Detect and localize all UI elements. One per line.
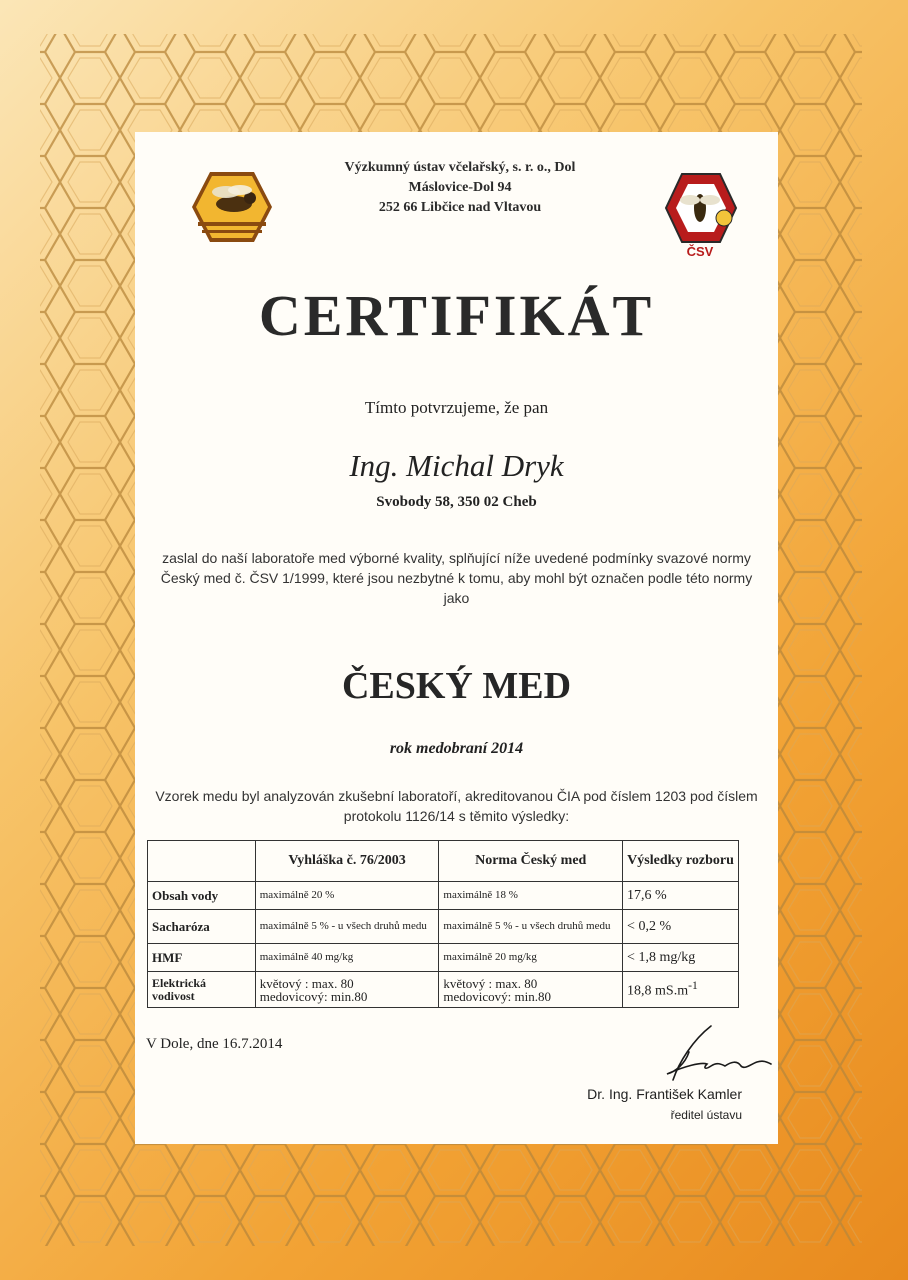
harvest-year: rok medobraní 2014 xyxy=(389,740,524,757)
table-header-row xyxy=(148,841,739,882)
result-exponent: -1 xyxy=(688,979,698,993)
table-header-cell: Norma Český med xyxy=(439,841,623,882)
result-value: < 0,2 % xyxy=(623,910,739,944)
signer-role: ředitel ústavu xyxy=(670,1108,742,1122)
body-paragraph: zaslal do naší laboratoře med výborné kvality, splňující níže uvedené podmínky svazové normy Český med č. ČSV 1/1999, které jsou nezbytné k tomu, aby mohl být označen podle této normy jako xyxy=(160,550,753,606)
table-row xyxy=(148,972,739,1008)
issue-date: V Dole, dne 16.7.2014 xyxy=(146,1036,283,1052)
institute-name: Výzkumný ústav včelařský, s. r. o., Dol xyxy=(344,160,576,175)
table-header-cell xyxy=(148,841,256,882)
result-text: 18,8 mS.m xyxy=(627,983,689,999)
institute-street: Máslovice-Dol 94 xyxy=(408,180,512,195)
table-row xyxy=(148,882,739,910)
row-label: HMF xyxy=(148,944,256,972)
signer-name: Dr. Ing. František Kamler xyxy=(587,1086,742,1102)
csv-logo-icon xyxy=(664,172,738,260)
table-header-cell: Vyhláška č. 76/2003 xyxy=(255,841,439,882)
norm-value: maximálně 18 % xyxy=(439,882,623,910)
decree-value: maximálně 40 mg/kg xyxy=(255,944,439,972)
csv-logo-text: ČSV xyxy=(686,244,714,259)
recipient-name: Ing. Michal Dryk xyxy=(349,448,564,483)
result-value: < 1,8 mg/kg xyxy=(623,944,739,972)
norm-value xyxy=(439,972,623,1008)
table-row xyxy=(148,944,739,972)
recipient-address: Svobody 58, 350 02 Cheb xyxy=(376,494,537,510)
decree-line: medovicový: min.80 xyxy=(259,988,368,1004)
table-row xyxy=(148,910,739,944)
decree-value: maximálně 5 % - u všech druhů medu xyxy=(255,910,439,944)
signature-image xyxy=(645,1022,775,1082)
result-value: 17,6 % xyxy=(623,882,739,910)
row-label: Sacharóza xyxy=(148,910,256,944)
decree-line: květový : max. 80 xyxy=(259,975,354,991)
product-title: ČESKÝ MED xyxy=(341,665,572,707)
institute-header xyxy=(290,158,630,218)
norm-value: maximálně 20 mg/kg xyxy=(439,944,623,972)
result-value xyxy=(623,972,739,1008)
bee-logo-icon xyxy=(190,168,274,246)
decree-value xyxy=(255,972,439,1008)
institute-city: 252 66 Libčice nad Vltavou xyxy=(378,200,542,215)
norm-line: medovicový: min.80 xyxy=(443,988,551,1004)
analysis-paragraph: Vzorek medu byl analyzován zkušební laboratoří, akreditovanou ČIA pod číslem 1203 pod číslem protokolu 1126/14 s těmito výsledky: xyxy=(155,788,758,824)
norm-line: květový : max. 80 xyxy=(443,975,538,991)
table-header-cell: Výsledky rozboru xyxy=(623,841,739,882)
results-table xyxy=(147,840,739,1008)
row-label: Elektrická vodivost xyxy=(148,972,256,1008)
confirmation-text: Tímto potvrzujeme, že pan xyxy=(364,398,549,417)
certificate-title: CERTIFIKÁT xyxy=(258,283,655,348)
decree-value: maximálně 20 % xyxy=(255,882,439,910)
norm-value: maximálně 5 % - u všech druhů medu xyxy=(439,910,623,944)
row-label: Obsah vody xyxy=(148,882,256,910)
